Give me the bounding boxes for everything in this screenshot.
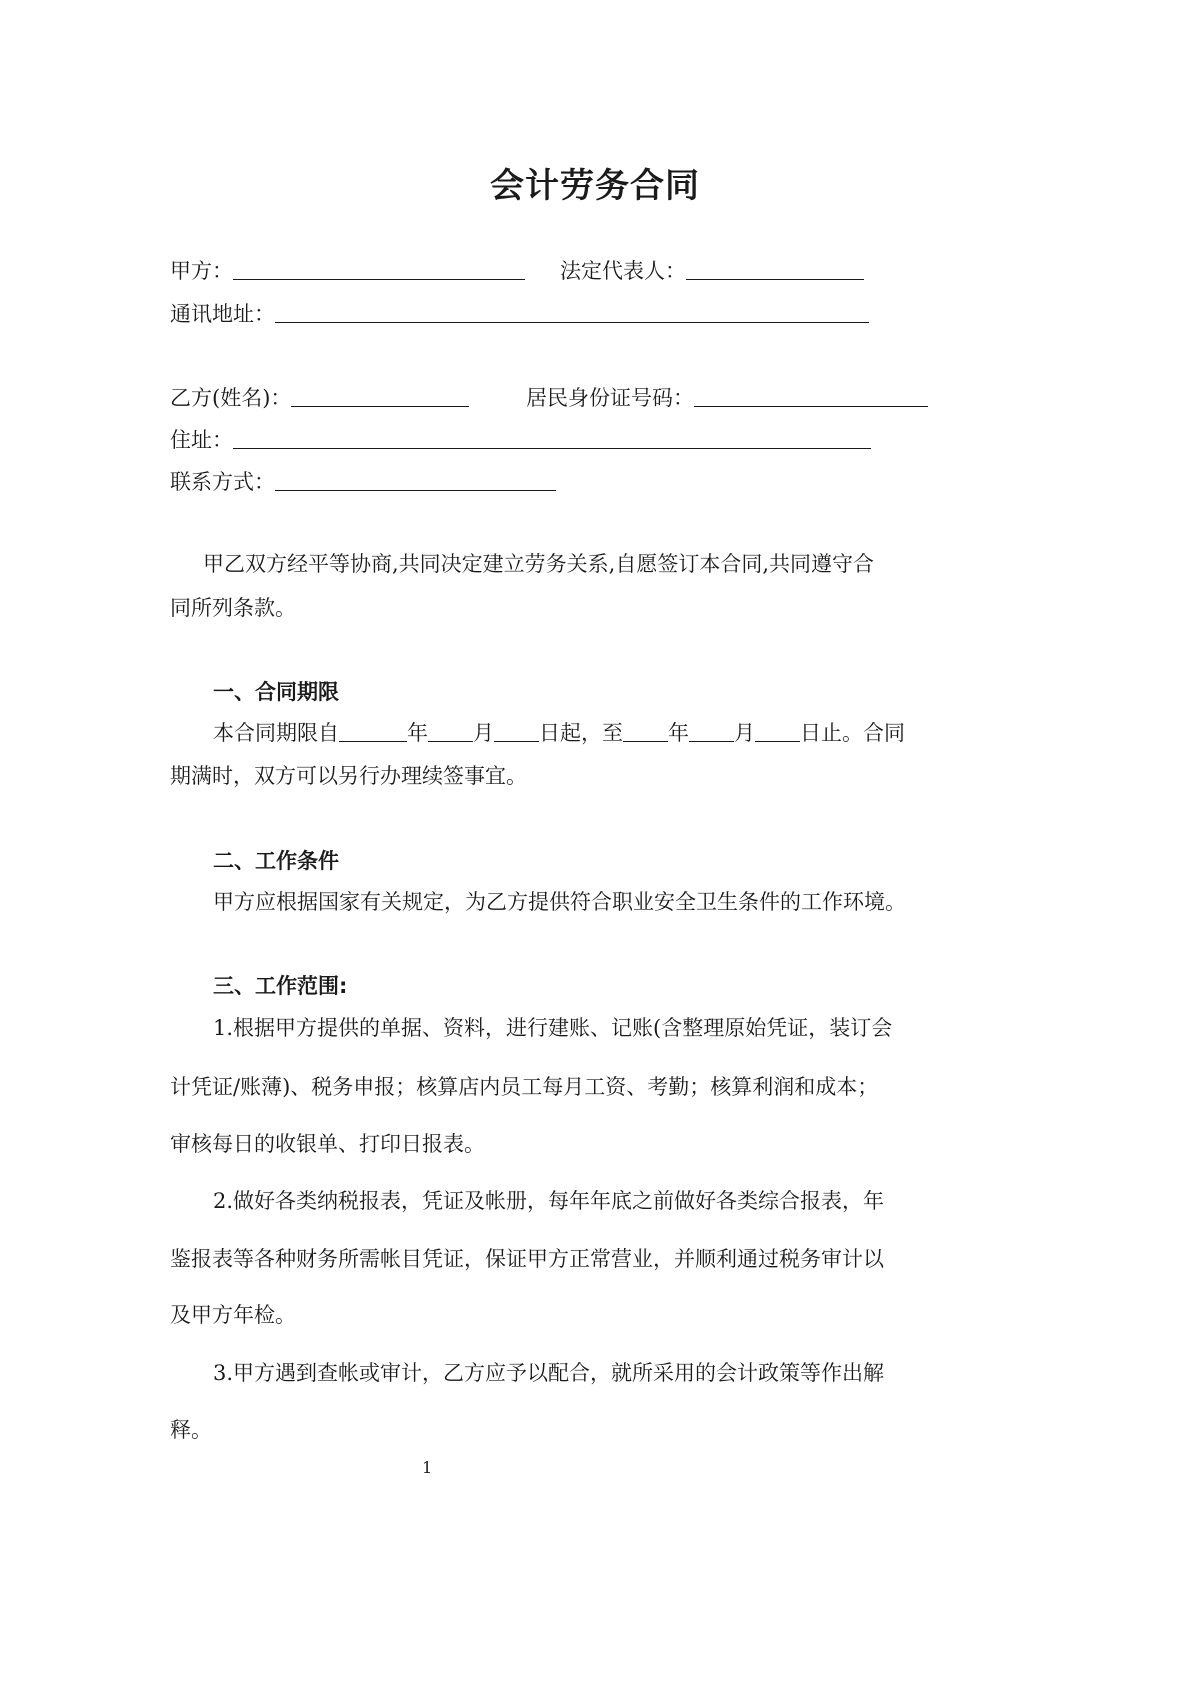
party-a-address-blank[interactable] [275,300,869,323]
document-title: 会计劳务合同 [490,166,700,206]
item-3-line-1: 3.甲方遇到查帐或审计，乙方应予以配合，就所采用的会计政策等作出解 [213,1361,885,1385]
item-2-line-1: 2.做好各类纳税报表，凭证及帐册，每年年底之前做好各类综合报表，年 [213,1189,885,1213]
section-1-heading: 一、合同期限 [213,680,339,704]
end-year-blank[interactable] [623,719,668,742]
section-1-term-line [213,718,905,748]
party-a-address-row [170,299,869,329]
contact-blank[interactable] [275,468,556,491]
day-to-text: 日止。合同 [800,721,905,745]
item-1-line-1: 1.根据甲方提供的单据、资料，进行建账、记账(含整理原始凭证，装订会 [213,1016,893,1040]
page-number: 1 [422,1458,433,1477]
item-3-line-2: 释。 [170,1418,212,1442]
section-2-line-1: 甲方应根据国家有关规定，为乙方提供符合职业安全卫生条件的工作环境。 [213,890,906,914]
item-2-line-3: 及甲方年检。 [170,1303,296,1327]
party-b-address-row [170,425,871,455]
term-start-text: 本合同期限自 [213,721,339,745]
section-3-heading: 三、工作范围: [213,974,348,998]
day-from-text: 日起，至 [539,721,623,745]
section-1-line-2: 期满时，双方可以另行办理续签事宜。 [170,764,527,788]
end-month-blank[interactable] [689,719,734,742]
section-2-heading: 二、工作条件 [213,849,339,873]
party-b-row [170,383,469,413]
legal-rep-row [560,256,864,286]
contact-row [170,467,556,497]
party-a-name-blank[interactable] [233,257,525,280]
end-day-blank[interactable] [755,719,800,742]
item-2-line-2: 鉴报表等各种财务所需帐目凭证，保证甲方正常营业，并顺利通过税务审计以 [170,1247,884,1271]
item-1-line-3: 审核每日的收银单、打印日报表。 [170,1132,485,1156]
party-b-name-blank[interactable] [291,384,469,407]
party-a-address-label: 通讯地址： [170,302,275,326]
contact-label: 联系方式： [170,470,275,494]
party-b-address-label: 住址： [170,428,233,452]
start-month-blank[interactable] [428,719,473,742]
party-a-label: 甲方： [170,259,233,283]
month-label: 月 [734,721,755,745]
year-label: 年 [668,721,689,745]
party-b-address-blank[interactable] [233,426,871,449]
intro-line-2: 同所列条款。 [170,596,296,620]
id-number-blank[interactable] [694,384,928,407]
year-label: 年 [407,721,428,745]
start-day-blank[interactable] [494,719,539,742]
id-number-row [526,383,928,413]
start-year-blank[interactable] [339,719,407,742]
legal-rep-blank[interactable] [686,257,864,280]
party-b-label: 乙方(姓名)： [170,386,292,410]
legal-rep-label: 法定代表人： [560,259,686,283]
intro-line-1: 甲乙双方经平等协商,共同决定建立劳务关系,自愿签订本合同,共同遵守合 [203,552,875,576]
party-a-row [170,256,525,286]
item-1-line-2: 计凭证/账薄)、税务申报；核算店内员工每月工资、考勤；核算利润和成本； [170,1075,879,1099]
month-label: 月 [473,721,494,745]
id-number-label: 居民身份证号码： [526,386,694,410]
